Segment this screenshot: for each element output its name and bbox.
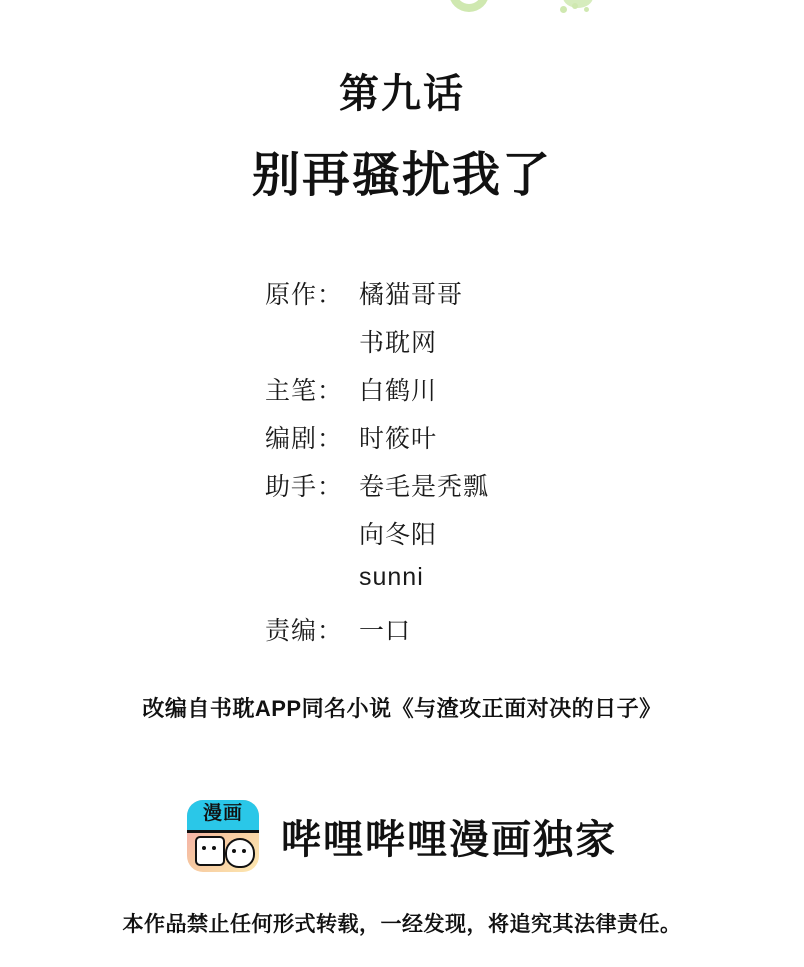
credit-label: 责编： xyxy=(264,617,343,645)
exclusive-banner xyxy=(0,800,804,872)
page-title: 别再骚扰我了 xyxy=(251,149,552,202)
credit-value: 卷毛是秃瓢 xyxy=(359,473,490,501)
credit-value: 时筱叶 xyxy=(359,425,438,453)
exclusive-label: 哔哩哔哩漫画独家 xyxy=(281,817,617,862)
credit-row xyxy=(0,467,804,515)
green-blob-small-icon xyxy=(563,0,593,8)
credit-value: sunni xyxy=(359,563,424,591)
credit-value: 一口 xyxy=(359,617,412,645)
copyright-note: 本作品禁止任何形式转载，一经发现，将追究其法律责任。 xyxy=(122,913,682,936)
logo-band-label: 漫画 xyxy=(202,803,243,824)
credit-value: 白鹤川 xyxy=(359,377,438,405)
credit-value: 书耽网 xyxy=(359,329,438,357)
credit-label: 编剧： xyxy=(264,425,343,453)
credit-row xyxy=(0,515,804,563)
logo-eye-icon xyxy=(242,849,246,853)
adaptation-note: 改编自书耽APP同名小说《与渣攻正面对决的日子》 xyxy=(142,696,662,721)
bilibili-comics-logo-icon xyxy=(187,800,259,872)
credit-value: 橘猫哥哥 xyxy=(359,281,464,309)
logo-eye-icon xyxy=(212,846,216,850)
logo-character-round-icon xyxy=(225,838,255,868)
credit-row xyxy=(0,563,804,611)
logo-eye-icon xyxy=(232,849,236,853)
logo-eye-icon xyxy=(202,846,206,850)
credit-row xyxy=(0,323,804,371)
credit-row xyxy=(0,419,804,467)
credit-row xyxy=(0,275,804,323)
credit-value: 向冬阳 xyxy=(359,521,438,549)
green-dot-icon xyxy=(572,3,578,9)
credit-row xyxy=(0,371,804,419)
credits-list xyxy=(0,275,804,659)
credit-label: 助手： xyxy=(264,473,343,501)
credit-row xyxy=(0,611,804,659)
green-dot-icon xyxy=(584,7,589,12)
credit-label: 原作： xyxy=(264,281,343,309)
green-dot-icon xyxy=(560,6,567,13)
credit-label: 主笔： xyxy=(264,377,343,405)
top-decoration xyxy=(0,0,804,26)
chapter-number: 第九话 xyxy=(339,72,465,116)
logo-character-square-icon xyxy=(195,836,225,866)
